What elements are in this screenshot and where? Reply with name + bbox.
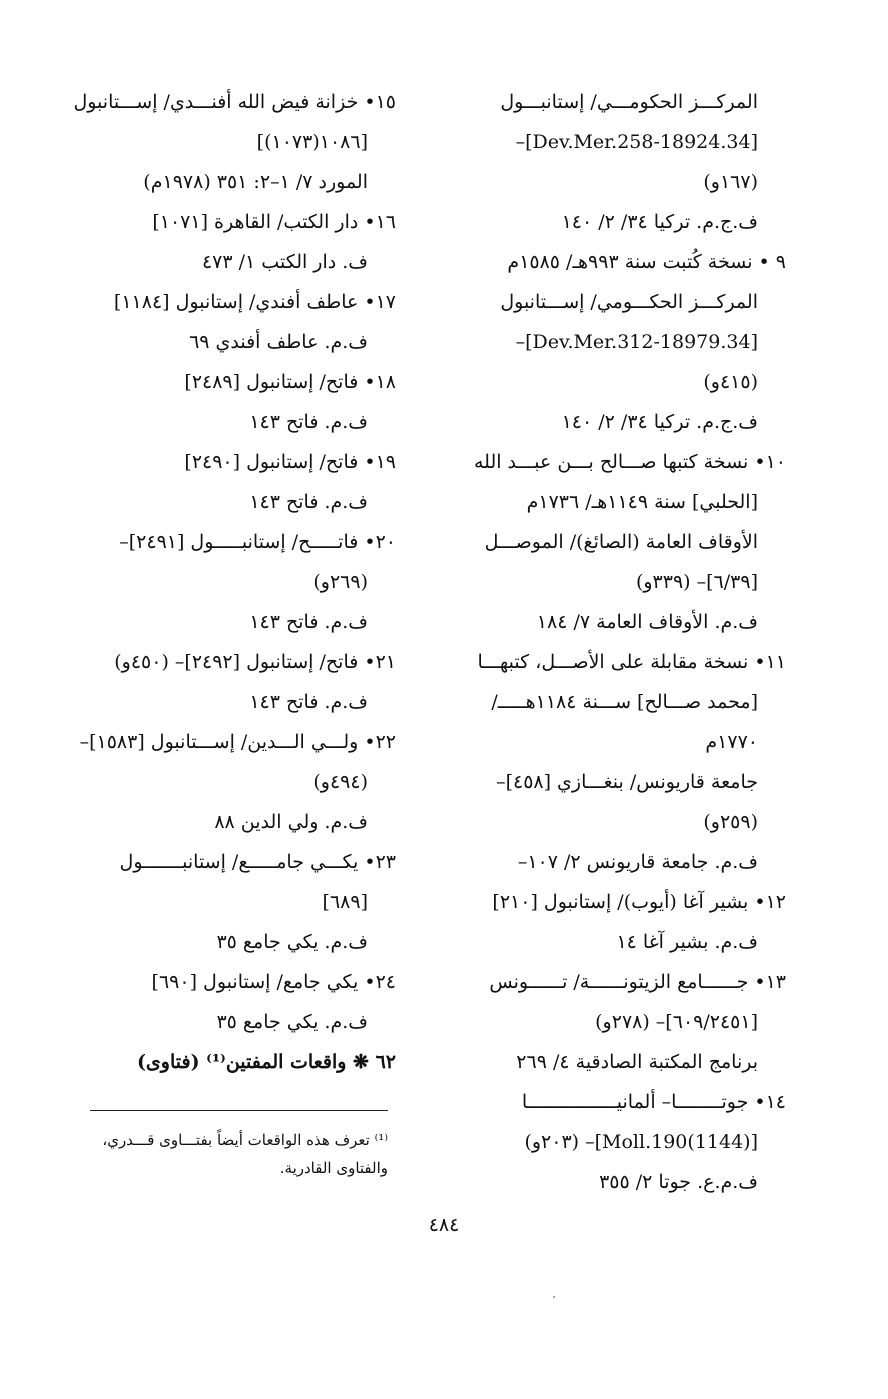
- entry-detail-line: [محمد صـــالح] ســـنة ١١٨٤هـــــ/: [491, 691, 758, 713]
- entry-detail-line: برنامج المكتبة الصادقية ٤/ ٢٦٩: [516, 1051, 758, 1073]
- left-column: [46, 82, 396, 1082]
- footnote-separator: [90, 1110, 388, 1111]
- entry-detail-line: ف.م. الأوقاف العامة ٧/ ١٨٤: [536, 611, 758, 633]
- entry-detail-line: [(1144)Moll.190]– (٢٠٣و): [524, 1131, 758, 1153]
- entry-detail-line: [٦/٣٩]– (٣٣٩و): [635, 571, 758, 593]
- entry-detail-line: (٤١٥و): [703, 371, 758, 393]
- entry-detail-line: ف.م. يكي جامع ٣٥: [216, 931, 368, 953]
- entry-detail-line: ف.م. ولي الدين ٨٨: [214, 811, 368, 833]
- entry-heading-line: ٢٤• يكي جامع/ إستانبول [٦٩٠]: [151, 971, 396, 993]
- entry-heading-line: ١٣• جــــــامع الزيتونــــــة/ تــــــونس: [489, 971, 786, 993]
- entry-detail-line: ف.م. يكي جامع ٣٥: [216, 1011, 368, 1033]
- entry-heading-line: ١١• نسخة مقابلة على الأصـــل، كتبهـــا: [477, 651, 786, 673]
- entry-detail-line: (٤٩٤و): [313, 771, 368, 793]
- entry-detail-line: ف.م.ع. جوتا ٢/ ٣٥٥: [599, 1171, 758, 1193]
- entry-detail-line: ف.م. فاتح ١٤٣: [249, 691, 368, 713]
- entry-detail-line: ١٧٧٠م: [705, 731, 758, 753]
- entry-detail-line: [٦٨٩]: [322, 891, 368, 913]
- entry-detail-line: جامعة قاريونس/ بنغـــازي [٤٥٨]–: [496, 771, 758, 793]
- footnote-line: ⁽¹⁾ تعرف هذه الواقعات أيضاً بفتـــاوى قـــدري،: [102, 1131, 388, 1149]
- entry-detail-line: (١٦٧و): [703, 171, 758, 193]
- entry-heading-line: ٩ • نسخة كُتبت سنة ٩٩٣هـ/ ١٥٨٥م: [507, 251, 786, 273]
- footnote: [43, 1126, 388, 1182]
- entry-heading-line: ١٥• خزانة فيض الله أفنـــدي/ إســـتانبول: [73, 91, 396, 113]
- entry-detail-line: [٦٠٩/٢٤٥١]– (٢٧٨و): [595, 1011, 758, 1033]
- footnote-line: والفتاوى القادرية.: [279, 1159, 388, 1177]
- entry-heading-line: ٢١• فاتح/ إستانبول [٢٤٩٢]– (٤٥٠و): [114, 651, 396, 673]
- entry-detail-line: (٢٦٩و): [313, 571, 368, 593]
- right-column: [441, 82, 786, 1202]
- entry-detail-line: [34.Dev.Mer.258-18924]–: [515, 131, 758, 153]
- entry-detail-line: ف.م. عاطف أفندي ٦٩: [189, 331, 368, 353]
- entry-detail-line: [١٠٨٦(١٠٧٣)]: [256, 131, 368, 153]
- entry-detail-line: الأوقاف العامة (الصائغ)/ الموصـــل: [484, 531, 758, 553]
- entry-heading-line: ١٧• عاطف أفندي/ إستانبول [١١٨٤]: [113, 291, 396, 313]
- entry-heading-line: ١٩• فاتح/ إستانبول [٢٤٩٠]: [184, 451, 396, 473]
- entry-heading-line: ٢٢• ولـــي الـــدين/ إســـتانبول [١٥٨٣]–: [79, 731, 396, 753]
- scan-speck: [553, 1296, 555, 1298]
- page-number: ٤٨٤: [428, 1214, 460, 1236]
- entry-detail-line: ف.م. جامعة قاريونس ٢/ ١٠٧–: [517, 851, 758, 873]
- entry-heading-line: ١٠• نسخة كتبها صـــالح بـــن عبـــد الله: [473, 451, 786, 473]
- entry-detail-line: ف.م. فاتح ١٤٣: [249, 491, 368, 513]
- entry-heading-line: ٢٣• يكـــي جامـــــع/ إستانبـــــــول: [119, 851, 396, 873]
- entry-detail-line: ف.م. فاتح ١٤٣: [249, 611, 368, 633]
- entry-detail-line: ف.ج.م. تركيا ٣٤/ ٢/ ١٤٠: [561, 211, 758, 233]
- entry-heading-line: ٦٢ ❋ واقعات المفتين⁽¹⁾ (فتاوى): [136, 1051, 396, 1073]
- entry-detail-line: [الحلبي] سنة ١١٤٩هـ/ ١٧٣٦م: [526, 491, 758, 513]
- entry-heading-line: ١٤• جوتــــــــا– ألمانيــــــــــــــــا: [521, 1091, 786, 1113]
- entry-detail-line: المركـــز الحكـــومي/ إســـتانبول: [500, 291, 758, 313]
- entry-detail-line: المورد ٧/ ١–٢: ٣٥١ (١٩٧٨م): [143, 171, 368, 193]
- entry-heading-line: ١٢• بشير آغا (أيوب)/ إستانبول [٢١٠]: [492, 891, 786, 913]
- entry-detail-line: [34.Dev.Mer.312-18979]–: [515, 331, 758, 353]
- entry-detail-line: ف. دار الكتب ١/ ٤٧٣: [201, 251, 368, 273]
- entry-heading-line: ٢٠• فاتـــــح/ إستانبـــــول [٢٤٩١]–: [119, 531, 396, 553]
- entry-detail-line: ف.م. بشير آغا ١٤: [616, 931, 758, 953]
- entry-detail-line: ف.ج.م. تركيا ٣٤/ ٢/ ١٤٠: [561, 411, 758, 433]
- entry-heading-line: ١٦• دار الكتب/ القاهرة [١٠٧١]: [152, 211, 396, 233]
- entry-detail-line: المركـــز الحكومـــي/ إستانبـــول: [500, 91, 758, 113]
- entry-detail-line: ف.م. فاتح ١٤٣: [249, 411, 368, 433]
- entry-detail-line: (٢٥٩و): [703, 811, 758, 833]
- entry-heading-line: ١٨• فاتح/ إستانبول [٢٤٨٩]: [184, 371, 396, 393]
